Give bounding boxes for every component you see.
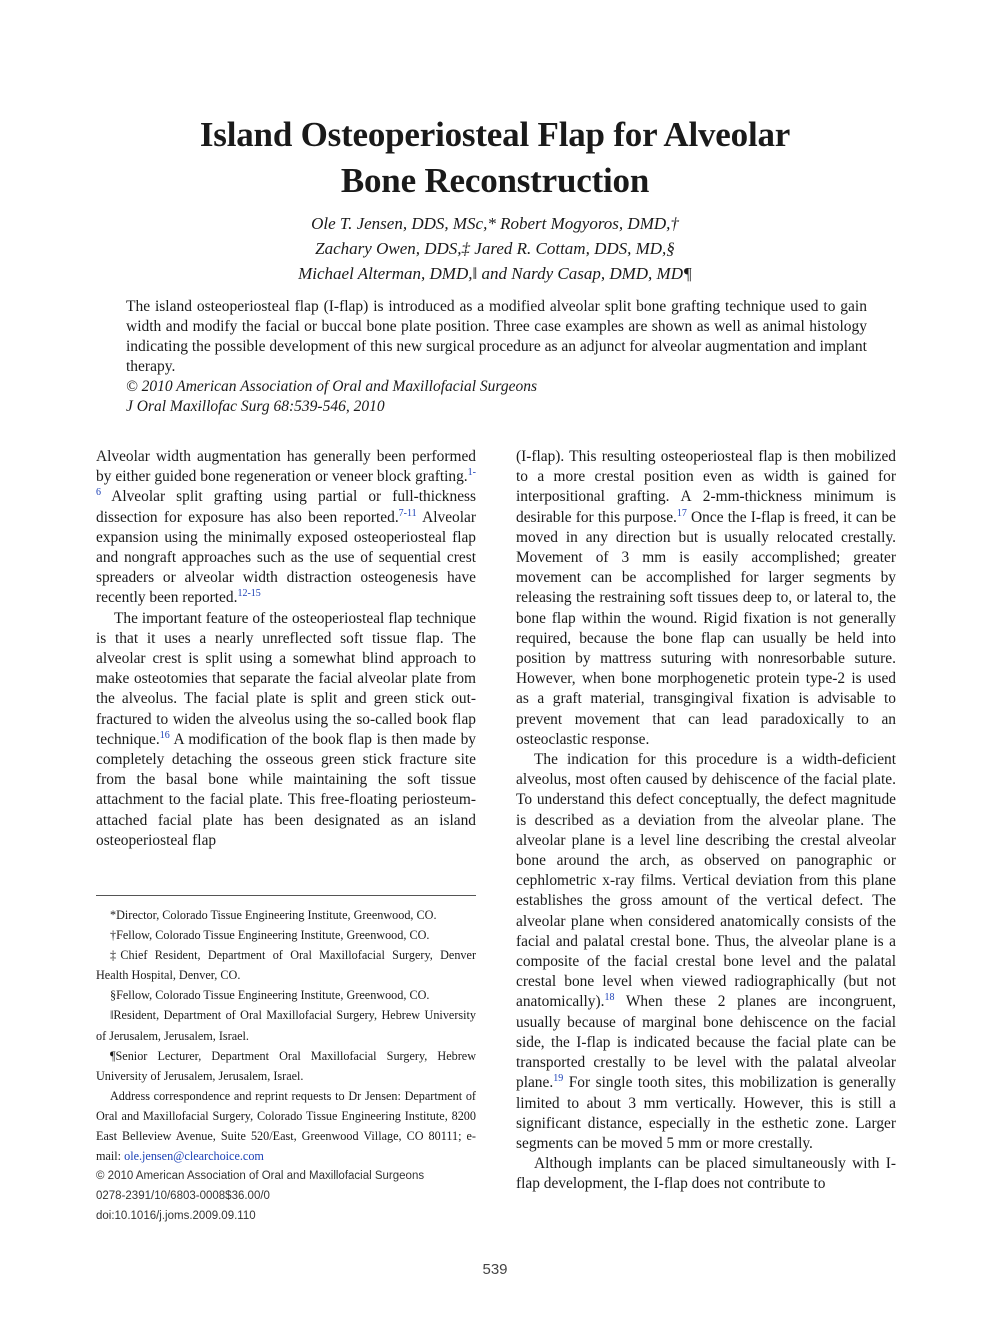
footnote: ‖Resident, Department of Oral Maxillofacial Surgery, Hebrew University of Jerusalem, Jerusalem, Israel.: [96, 1008, 476, 1043]
body-paragraph-1: [96, 447, 476, 609]
footnote: ¶Senior Lecturer, Department Oral Maxillofacial Surgery, Hebrew University of Jerusalem, Jerusalem, Israel.: [96, 1048, 476, 1083]
body-text: Alveolar width augmentation has generally been performed by either guided bone regeneration or veneer block grafting.: [96, 448, 476, 486]
footnotes: [96, 905, 476, 1226]
body-paragraph-3: [516, 447, 896, 750]
reference-link[interactable]: 7-11: [398, 507, 417, 519]
authors-line-3: Michael Alterman, DMD,‖ and Nardy Casap, DMD, MD¶: [298, 264, 692, 283]
abstract-text: The island osteoperiosteal flap (I-flap) is introduced as a modified alveolar split bone grafting technique used to gain width and modify the facial or buccal bone plate position. Three case examples are shown as well as animal histology indicating the possible development of this new surgical procedure as an adjunct for alveolar augmentation and implant therapy.: [126, 298, 867, 375]
reference-link[interactable]: 18: [604, 992, 615, 1004]
body-text: Alveolar expansion using the minimally exposed osteoperiosteal flap and nongraft approaches such as the use of sequential crest spreaders or alveolar width distraction osteogenesis have recently been reported.: [96, 508, 476, 607]
body-paragraph-5: Although implants can be placed simultaneously with I-flap development, the I-flap does not contribute to: [516, 1155, 896, 1193]
footnote-copyright: © 2010 American Association of Oral and Maxillofacial Surgeons: [96, 1170, 425, 1183]
title-line-2: Bone Reconstruction: [340, 161, 650, 200]
journal-citation: J Oral Maxillofac Surg 68:539-546, 2010: [126, 398, 385, 415]
author-list: [95, 211, 895, 286]
footnote: ‡Chief Resident, Department of Oral Maxillofacial Surgery, Denver Health Hospital, Denver, CO.: [96, 948, 476, 983]
body-text: The important feature of the osteoperiosteal flap technique is that it uses a nearly unreflected soft tissue flap. The alveolar crest is split using a somewhat blind approach to make osteotomies that separate the facial alveolar plate from the alveolus. The facial plate is split and green stick out-fractured to widen the alveolus using the so-called book flap technique.: [96, 609, 476, 748]
reference-link[interactable]: 1-6: [96, 467, 476, 499]
footnote: §Fellow, Colorado Tissue Engineering Institute, Greenwood, CO.: [110, 988, 430, 1003]
body-text: When these 2 planes are incongruent, usually because of marginal bone dehiscence on the facial side, the I-flap is indicated because the facial plate can be transported crestally to be level with the palatal alveolar plane.: [516, 993, 896, 1092]
page-number: 539: [482, 1261, 508, 1278]
issn-code: 0278-2391/10/6803-0008$36.00/0: [96, 1190, 270, 1203]
body-text: Once the I-flap is freed, it can be moved in any direction but is usually relocated crestally. Movement of 3 mm is easily accomplished; greater movement can be accomplished for larger segments by releasing the restraining soft tissues deep to, or lateral to, the bone flap within the wound. Rigid fixation is not generally required, because the bone flap can usually be held into position by mattress suturing with nonresorbable suture. However, when bone morphogenetic protein type-2 is used as a graft material, transgingival fixation is advisable to prevent movement that can lead paradoxically to an osteoclastic response.: [516, 508, 896, 748]
body-text: For single tooth sites, this mobilization is generally limited to about 3 mm vertically. However, this is still a significant distance, especially in the esthetic zone. Larger segments can be moved 5 mm or more crestally.: [516, 1074, 896, 1152]
correspondence-address: [96, 1086, 476, 1166]
reference-link[interactable]: 12-15: [237, 588, 261, 600]
email-link[interactable]: ole.jensen@clearchoice.com: [124, 1149, 264, 1164]
doi[interactable]: doi:10.1016/j.joms.2009.09.110: [96, 1210, 256, 1223]
body-text: Alveolar split grafting using partial or full-thickness dissection for exposure has also been reported.: [96, 488, 476, 526]
body-paragraph-4: [516, 750, 896, 1154]
authors-line-2: Zachary Owen, DDS,‡ Jared R. Cottam, DDS, MD,§: [315, 239, 675, 258]
reference-link[interactable]: 19: [553, 1073, 564, 1085]
abstract-copyright: © 2010 American Association of Oral and Maxillofacial Surgeons: [126, 378, 538, 395]
body-text: The indication for this procedure is a width-deficient alveolus, most often caused by dehiscence of the facial plate. To understand this defect conceptually, the defect magnitude is described as a deviation from the alveolar plane. The alveolar plane is a level line describing the crestal alveolar bone around the arch, as observed on panographic or cephlometric x-ray films. Vertical deviation from this plane establishes the gross amount of the vertical defect. The alveolar plane when considered anatomically consists of the facial and palatal crestal bone. Thus, the alveolar plane is a composite of the facial crestal bone level and the palatal crestal bone level when viewed radiographically (but not anatomically).: [516, 751, 896, 1011]
body-text: (I-flap). This resulting osteoperiosteal flap is then mobilized to a more crestal position even as width is gained for interpositional grafting. A 2-mm-thickness minimum is desirable for this purpose.: [516, 448, 896, 526]
body-column-right: [516, 447, 896, 1195]
reference-link[interactable]: 17: [676, 507, 687, 519]
abstract: [126, 297, 867, 417]
reference-link[interactable]: 16: [159, 729, 170, 741]
footnote: *Director, Colorado Tissue Engineering Institute, Greenwood, CO.: [110, 908, 437, 922]
footnote-divider: [96, 895, 476, 896]
footnote: †Fellow, Colorado Tissue Engineering Institute, Greenwood, CO.: [110, 928, 430, 943]
body-text: A modification of the book flap is then made by completely detaching the osseous green stick fracture site from the basal bone while maintaining the soft tissue attachment to the facial plate. This free-floating periosteum-attached facial plate has been designated as an island osteoperiosteal flap: [96, 730, 476, 849]
address-text: Address correspondence and reprint requests to Dr Jensen: Department of Oral and Maxillofacial Surgery, Colorado Tissue Engineering Institute, 8200 East Belleview Avenue, Suite 520/East, Greenwood Village, CO 80111; e-mail:: [96, 1088, 476, 1164]
title-line-1: Island Osteoperiosteal Flap for Alveolar: [199, 115, 791, 154]
body-paragraph-2: [96, 609, 476, 851]
body-column-left: [96, 447, 476, 851]
authors-line-1: Ole T. Jensen, DDS, MSc,* Robert Mogyoros, DMD,†: [311, 214, 679, 233]
article-title: [95, 112, 895, 204]
